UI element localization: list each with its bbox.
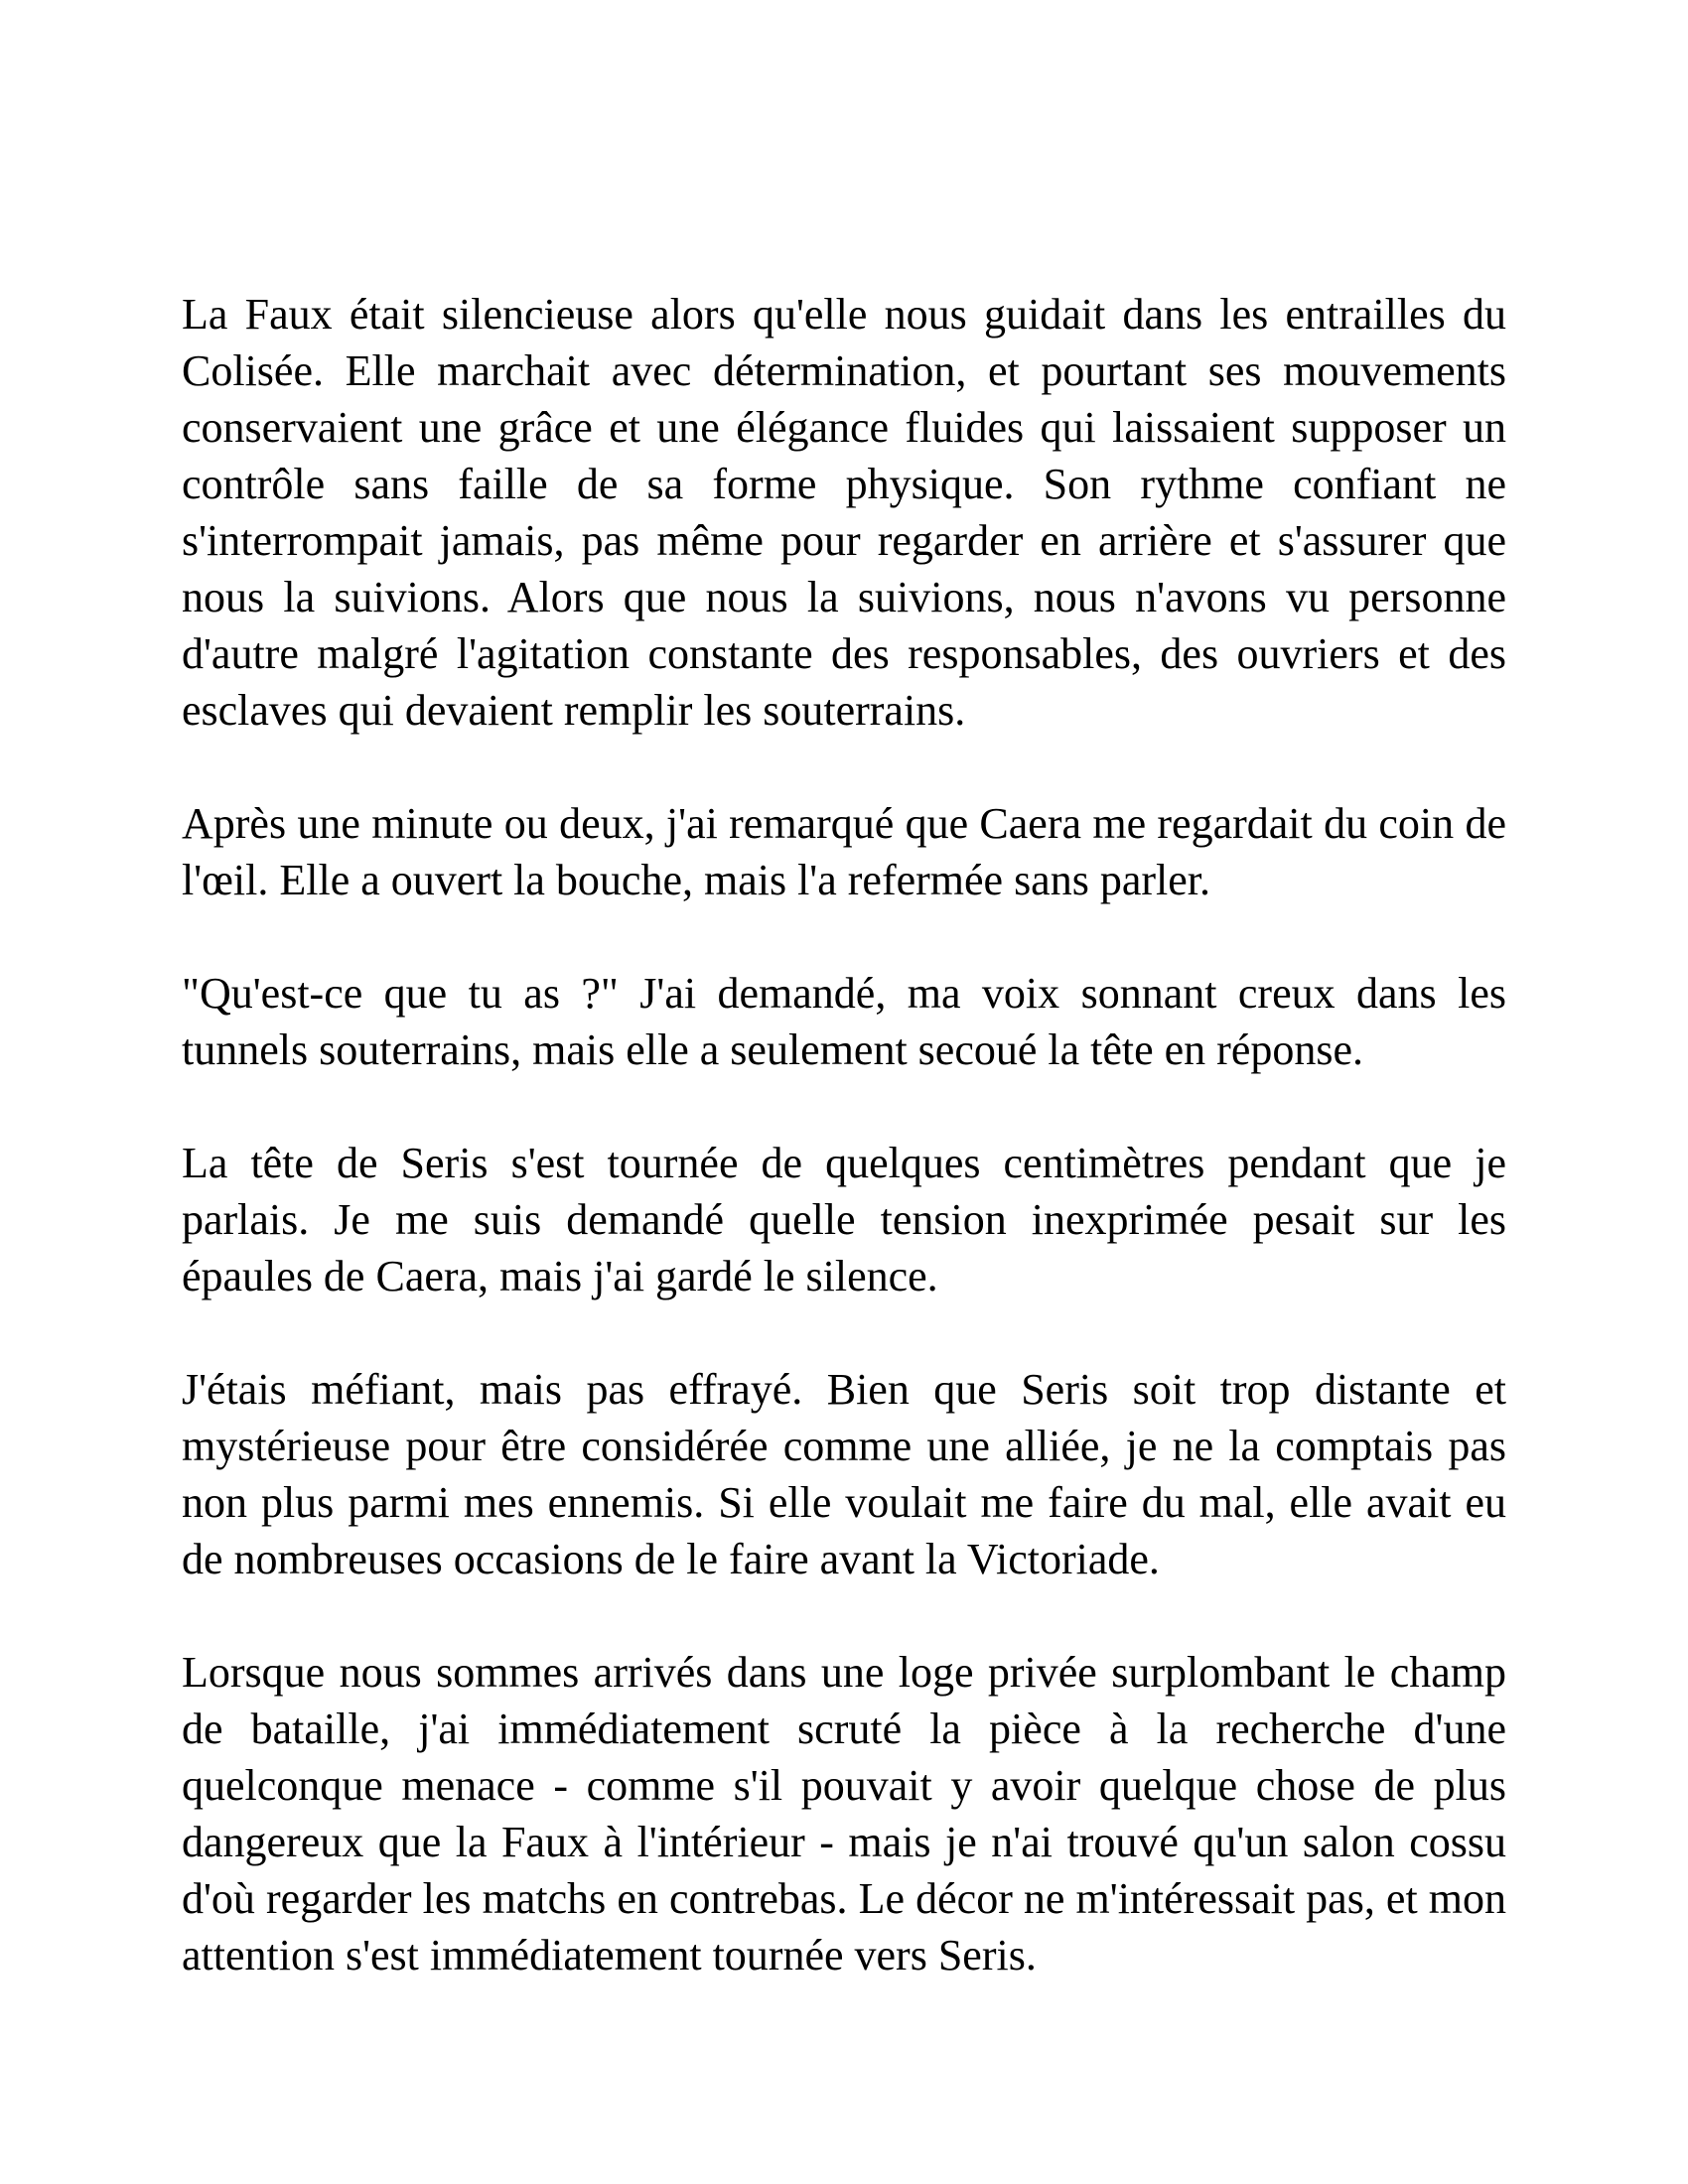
paragraph: Après une minute ou deux, j'ai remarqué que Caera me regardait du coin de l'œil. Elle a ouvert la bouche, mais l'a refermée sans parler. bbox=[182, 799, 1506, 904]
document-body-text bbox=[182, 286, 1506, 1983]
paragraph: "Qu'est-ce que tu as ?" J'ai demandé, ma voix sonnant creux dans les tunnels souterrains, mais elle a seulement secoué la tête en réponse. bbox=[182, 969, 1506, 1074]
paragraph: J'étais méfiant, mais pas effrayé. Bien que Seris soit trop distante et mystérieuse pour être considérée comme une alliée, je ne la comptais pas non plus parmi mes ennemis. Si elle voulait me faire du mal, elle avait eu de nombreuses occasions de le faire avant la Victoriade. bbox=[182, 1365, 1506, 1583]
paragraph: La tête de Seris s'est tournée de quelques centimètres pendant que je parlais. Je me suis demandé quelle tension inexprimée pesait sur les épaules de Caera, mais j'ai gardé le silence. bbox=[182, 1139, 1506, 1300]
paragraph: La Faux était silencieuse alors qu'elle nous guidait dans les entrailles du Colisée. Elle marchait avec détermination, et pourtant ses mouvements conservaient une grâce et une élégance fluides qui laissaient supposer un contrôle sans faille de sa forme physique. Son rythme confiant ne s'interrompait jamais, pas même pour regarder en arrière et s'assurer que nous la suivions. Alors que nous la suivions, nous n'avons vu personne d'autre malgré l'agitation constante des responsables, des ouvriers et des esclaves qui devaient remplir les souterrains. bbox=[182, 290, 1506, 735]
paragraph: Lorsque nous sommes arrivés dans une loge privée surplombant le champ de bataille, j'ai immédiatement scruté la pièce à la recherche d'une quelconque menace - comme s'il pouvait y avoir quelque chose de plus dangereux que la Faux à l'intérieur - mais je n'ai trouvé qu'un salon cossu d'où regarder les matchs en contrebas. Le décor ne m'intéressait pas, et mon attention s'est immédiatement tournée vers Seris. bbox=[182, 1648, 1506, 1979]
